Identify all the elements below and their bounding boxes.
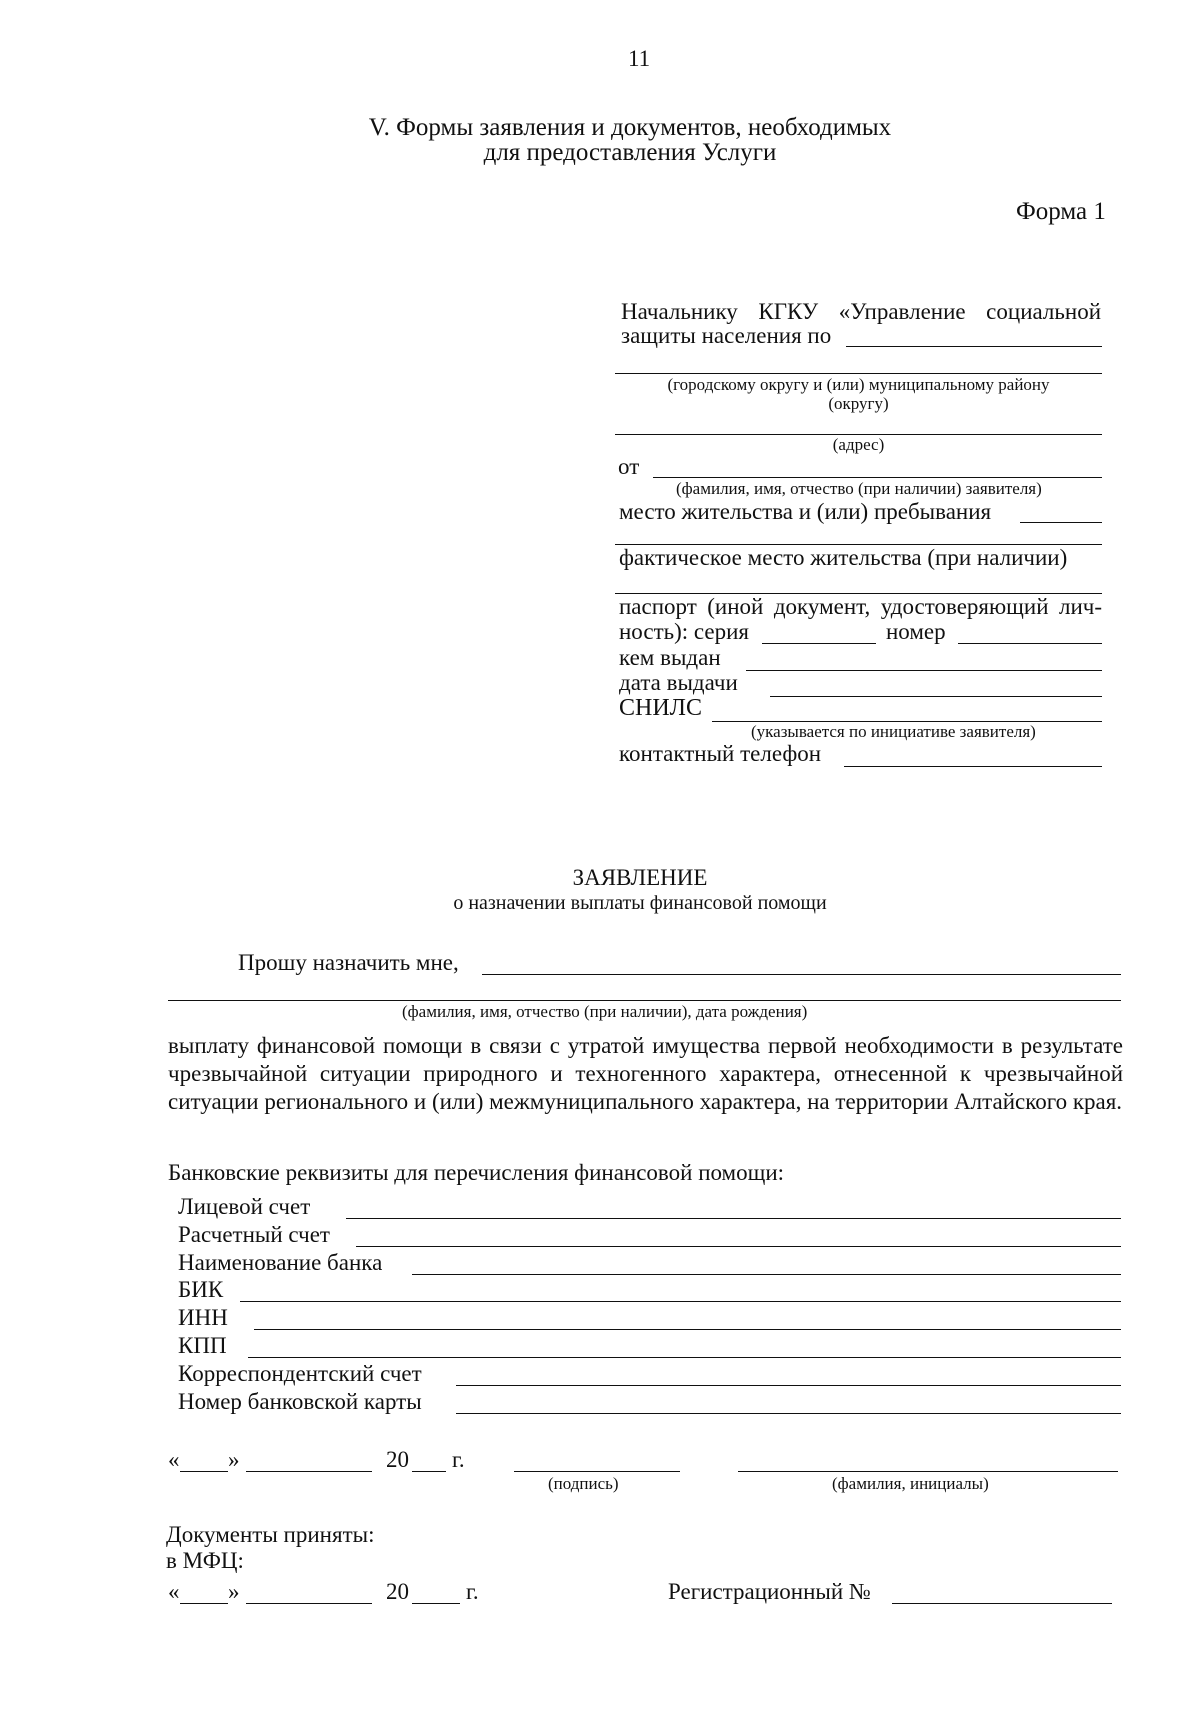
inn-field[interactable] xyxy=(254,1329,1121,1330)
date-close-quote: » xyxy=(228,1579,240,1604)
year-prefix: 20 xyxy=(386,1579,409,1604)
phone-label: контактный телефон xyxy=(619,741,822,766)
addressee-line1: Начальнику КГКУ «Управление социальной xyxy=(621,299,1101,324)
hint-signature: (подпись) xyxy=(548,1474,619,1493)
bik-field[interactable] xyxy=(240,1301,1121,1302)
name-initials-field[interactable] xyxy=(738,1471,1118,1472)
day-field[interactable] xyxy=(180,1471,228,1472)
actual-residence-label: фактическое место жительства (при наличии) xyxy=(619,545,1068,570)
passport-line1: паспорт (иной документ, удостоверяющий лич- xyxy=(619,594,1102,619)
issued-by-field[interactable] xyxy=(746,670,1102,671)
hint-district-1: (городскому округу и (или) муниципальному району xyxy=(667,375,1050,394)
fio-field-line[interactable] xyxy=(653,477,1102,478)
district-field-line[interactable] xyxy=(846,346,1102,347)
date-open-quote: « xyxy=(168,1579,180,1604)
hint-district-2: (округу) xyxy=(828,394,889,413)
request-field-line[interactable] xyxy=(482,974,1121,975)
snils-hint: (указывается по инициативе заявителя) xyxy=(751,722,1036,741)
bank-field-label: Лицевой счет xyxy=(178,1194,311,1219)
registration-number-field[interactable] xyxy=(892,1603,1112,1604)
bank-field-label: Наименование банка xyxy=(178,1250,383,1275)
statement-title: ЗАЯВЛЕНИЕ xyxy=(572,865,708,890)
hint-fio: (фамилия, имя, отчество (при наличии) заявителя) xyxy=(676,479,1042,498)
bank-heading: Банковские реквизиты для перечисления финансовой помощи: xyxy=(168,1160,785,1185)
issue-date-label: дата выдачи xyxy=(619,670,738,695)
hint-name: (фамилия, инициалы) xyxy=(832,1474,989,1493)
addressee-line2: защиты населения по xyxy=(621,323,832,348)
acceptance-line1: Документы приняты: xyxy=(166,1522,375,1547)
request-field-line-2[interactable] xyxy=(168,1000,1121,1001)
date-open-quote: « xyxy=(168,1447,180,1472)
accept-year-field[interactable] xyxy=(412,1603,460,1604)
account-field[interactable] xyxy=(346,1218,1121,1219)
acceptance-line2: в МФЦ: xyxy=(166,1548,244,1573)
hint-address: (адрес) xyxy=(832,435,885,454)
page-number: 11 xyxy=(628,46,651,71)
date-close-quote: » xyxy=(228,1447,240,1472)
bank-field-label: Корреспондентский счет xyxy=(178,1361,422,1386)
district-field-line-2[interactable] xyxy=(615,373,1102,374)
residence-label: место жительства и (или) пребывания xyxy=(619,499,992,524)
accept-month-field[interactable] xyxy=(246,1603,372,1604)
issued-by-label: кем выдан xyxy=(619,645,721,670)
section-title-line2: для предоставления Услуги xyxy=(483,139,777,166)
bank-field-label: ИНН xyxy=(178,1305,228,1330)
year-suffix: г. xyxy=(466,1579,479,1604)
bank-name-field[interactable] xyxy=(412,1274,1121,1275)
bank-field-label: КПП xyxy=(178,1333,227,1358)
snils-label: СНИЛС xyxy=(619,695,702,721)
bank-field-label: Расчетный счет xyxy=(178,1222,330,1247)
request-hint: (фамилия, имя, отчество (при наличии), дата рождения) xyxy=(402,1002,808,1021)
passport-number-field[interactable] xyxy=(958,643,1102,644)
bank-field-label: Номер банковской карты xyxy=(178,1389,422,1414)
registration-label: Регистрационный № xyxy=(668,1579,871,1604)
signature-field[interactable] xyxy=(514,1471,680,1472)
section-title-line1: V. Формы заявления и документов, необходимых xyxy=(368,114,892,141)
correspondent-account-field[interactable] xyxy=(456,1385,1121,1386)
accept-day-field[interactable] xyxy=(180,1603,228,1604)
year-suffix: г. xyxy=(452,1447,465,1472)
passport-series-label: ность): серия xyxy=(619,619,750,644)
issue-date-field[interactable] xyxy=(770,696,1102,697)
month-field[interactable] xyxy=(246,1471,372,1472)
year-prefix: 20 xyxy=(386,1447,409,1472)
card-number-field[interactable] xyxy=(456,1413,1121,1414)
residence-field-line[interactable] xyxy=(1020,522,1102,523)
statement-subtitle: о назначении выплаты финансовой помощи xyxy=(453,892,827,914)
statement-body: выплату финансовой помощи в связи с утратой имущества первой необходимости в результате чрезвычайной ситуации природного и техногенного характера, отнесенной к чрезвычайной ситуации регионального и (или) межмуниципального характера, на территории Алтайского края. xyxy=(168,1033,1123,1114)
from-label: от xyxy=(618,454,640,479)
year-field[interactable] xyxy=(412,1471,446,1472)
phone-field[interactable] xyxy=(844,766,1102,767)
form-label: Форма 1 xyxy=(1016,198,1106,225)
passport-series-field[interactable] xyxy=(762,643,876,644)
passport-number-label: номер xyxy=(886,619,946,644)
settlement-account-field[interactable] xyxy=(356,1246,1121,1247)
kpp-field[interactable] xyxy=(248,1357,1121,1358)
bank-field-label: БИК xyxy=(178,1277,224,1302)
request-label: Прошу назначить мне, xyxy=(238,950,459,975)
